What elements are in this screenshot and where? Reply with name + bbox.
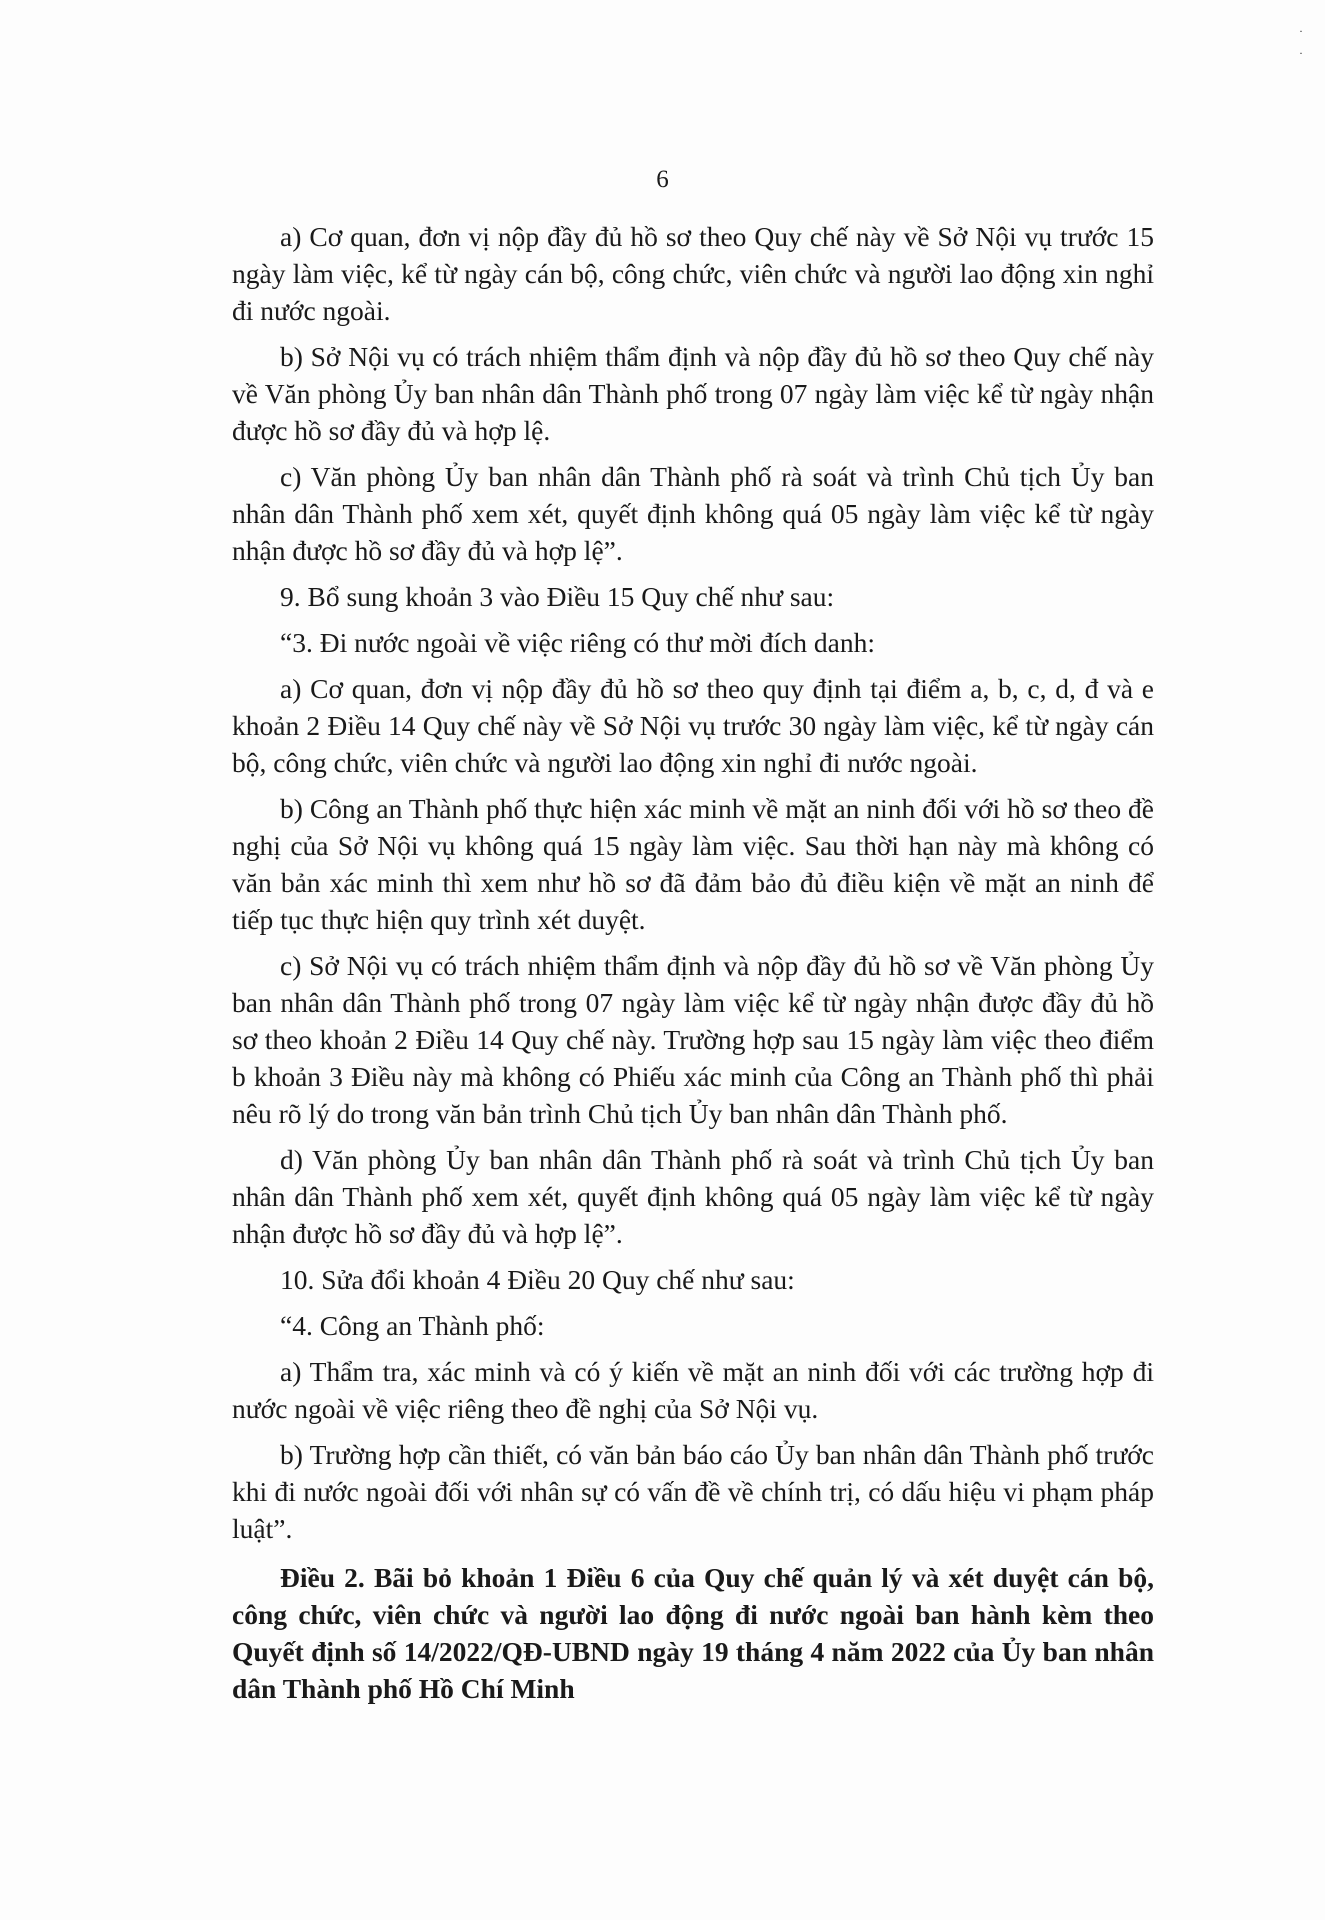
paragraph-clause-4-item-a: a) Thẩm tra, xác minh và có ý kiến về mặt an ninh đối với các trường hợp đi nước ngoài về việc riêng theo đề nghị của Sở Nội vụ. (232, 1356, 1154, 1424)
paragraph-clause-4-heading: “4. Công an Thành phố: (280, 1310, 545, 1341)
paragraph-clause-3-item-c: c) Sở Nội vụ có trách nhiệm thẩm định và nộp đầy đủ hồ sơ về Văn phòng Ủy ban nhân dân Thành phố trong 07 ngày làm việc kể từ ngày nhận được đầy đủ hồ sơ theo khoản 2 Điều 14 Quy chế này. Trường hợp sau 15 ngày làm việc theo điểm b khoản 3 Điều này mà không có Phiếu xác minh của Công an Thành phố thì phải nêu rõ lý do trong văn bản trình Chủ tịch Ủy ban nhân dân Thành phố. (232, 950, 1154, 1129)
paragraph-clause-10: 10. Sửa đổi khoản 4 Điều 20 Quy chế như sau: (280, 1264, 795, 1295)
document-body (232, 218, 1154, 1716)
article-2-heading: Điều 2. Bãi bỏ khoản 1 Điều 6 của Quy chế quản lý và xét duyệt cán bộ, công chức, viên chức và người lao động đi nước ngoài ban hành kèm theo Quyết định số 14/2022/QĐ-UBND ngày 19 tháng 4 năm 2022 của Ủy ban nhân dân Thành phố Hồ Chí Minh (232, 1562, 1154, 1704)
paragraph-item-a-submission: a) Cơ quan, đơn vị nộp đầy đủ hồ sơ theo Quy chế này về Sở Nội vụ trước 15 ngày làm việc, kể từ ngày cán bộ, công chức, viên chức và người lao động xin nghỉ đi nước ngoài. (232, 221, 1154, 326)
paragraph-clause-3-item-b: b) Công an Thành phố thực hiện xác minh về mặt an ninh đối với hồ sơ theo đề nghị của Sở Nội vụ không quá 15 ngày làm việc. Sau thời hạn này mà không có văn bản xác minh thì xem như hồ sơ đã đảm bảo đủ điều kiện về mặt an ninh để tiếp tục thực hiện quy trình xét duyệt. (232, 793, 1154, 935)
paragraph-item-b-appraisal: b) Sở Nội vụ có trách nhiệm thẩm định và nộp đầy đủ hồ sơ theo Quy chế này về Văn phòng Ủy ban nhân dân Thành phố trong 07 ngày làm việc kể từ ngày nhận được hồ sơ đầy đủ và hợp lệ. (232, 341, 1154, 446)
paragraph-clause-3-heading: “3. Đi nước ngoài về việc riêng có thư mời đích danh: (280, 627, 875, 658)
page-number: 6 (656, 166, 669, 193)
paragraph-clause-3-item-a: a) Cơ quan, đơn vị nộp đầy đủ hồ sơ theo quy định tại điểm a, b, c, d, đ và e khoản 2 Điều 14 Quy chế này về Sở Nội vụ trước 30 ngày làm việc, kể từ ngày cán bộ, công chức, viên chức và người lao động xin nghỉ đi nước ngoài. (232, 673, 1154, 778)
paragraph-item-c-review: c) Văn phòng Ủy ban nhân dân Thành phố rà soát và trình Chủ tịch Ủy ban nhân dân Thành phố xem xét, quyết định không quá 05 ngày làm việc kể từ ngày nhận được hồ sơ đầy đủ và hợp lệ”. (232, 461, 1154, 566)
paragraph-clause-4-item-b: b) Trường hợp cần thiết, có văn bản báo cáo Ủy ban nhân dân Thành phố trước khi đi nước ngoài đối với nhân sự có vấn đề về chính trị, có dấu hiệu vi phạm pháp luật”. (232, 1439, 1154, 1544)
scan-specks: · · (1299, 24, 1303, 60)
paragraph-clause-3-item-d: d) Văn phòng Ủy ban nhân dân Thành phố rà soát và trình Chủ tịch Ủy ban nhân dân Thành phố xem xét, quyết định không quá 05 ngày làm việc kể từ ngày nhận được hồ sơ đầy đủ và hợp lệ”. (232, 1144, 1154, 1249)
paragraph-clause-9: 9. Bổ sung khoản 3 vào Điều 15 Quy chế như sau: (280, 581, 835, 612)
